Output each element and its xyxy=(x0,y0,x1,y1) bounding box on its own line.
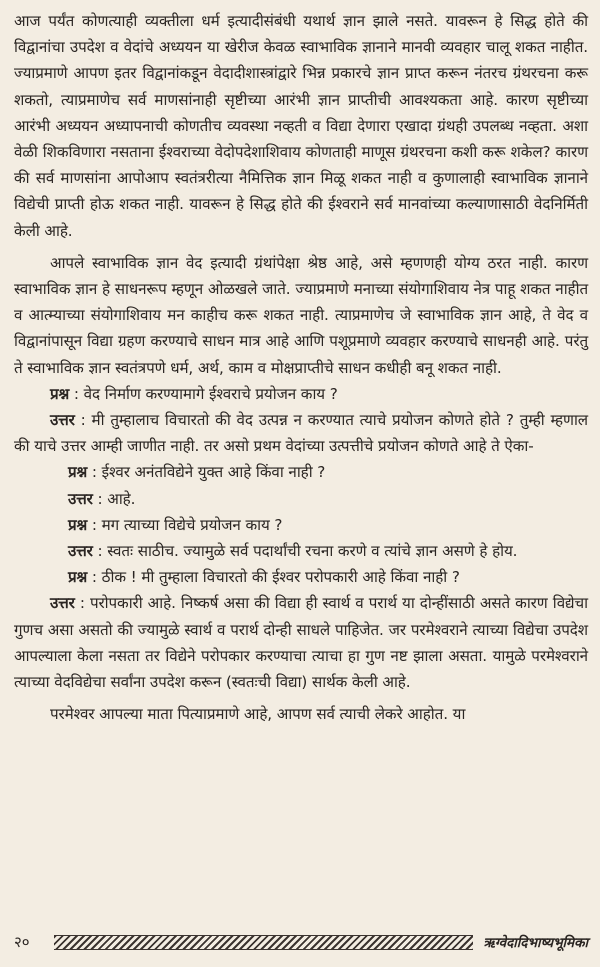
paragraph-1: आज पर्यंत कोणत्याही व्यक्तीला धर्म इत्यादीसंबंधी यथार्थ ज्ञान झाले नसते. यावरून हे सिद्ध होते की विद्वानांचा उपदेश व वेदांचे अध्ययन या खेरीज केवळ स्वाभाविक ज्ञानाने मानवी व्यवहार चालू शकत नाहीत. ज्याप्रमाणे आपण इतर विद्वानांकडून वेदादीशास्त्रांद्वारे भिन्न प्रकारचे ज्ञान प्राप्त करून नंतरच ग्रंथरचना करू शकतो, त्याप्रमाणेच सर्व माणसांनाही सृष्टीच्या आरंभी ज्ञान प्राप्तीची आवश्यकता आहे. कारण सृष्टीच्या आरंभी अध्ययन अध्यापनाची कोणतीच व्यवस्था नव्हती व विद्या देणारा एखादा ग्रंथही उपलब्ध नव्हता. अशा वेळी शिकविणारा नसताना ईश्वराच्या वेदोपदेशाशिवाय कोणताही माणूस ग्रंथरचना कशी करू शकेल? कारण की सर्व माणसांना आपोआप स्वतंत्ररीत्या नैमित्तिक ज्ञान मिळू शकत नाही व कुणालाही स्वाभाविक ज्ञानाने विद्येची प्राप्ती होऊ शकत नाही. यावरून हे सिद्ध होते की ईश्वराने सर्व मानवांच्या कल्याणासाठी वेदनिर्मिती केली आहे. xyxy=(14,12,588,240)
answer-label: उत्तर xyxy=(68,542,93,561)
footer-rule xyxy=(54,935,473,950)
page-footer xyxy=(14,928,588,956)
page-number: २० xyxy=(14,933,30,951)
question-text: : ठीक ! मी तुम्हाला विचारतो की ईश्वर परोपकारी आहे किंवा नाही ? xyxy=(87,568,460,587)
paragraph-last: परमेश्वर आपल्या माता पित्याप्रमाणे आहे, आपण सर्व त्याची लेकरे आहोत. या xyxy=(50,705,466,724)
question-text: : ईश्वर अनंतविद्येने युक्त आहे किंवा नाही ? xyxy=(87,463,326,482)
question-2 xyxy=(14,459,588,485)
question-text: : वेद निर्माण करण्यामागे ईश्वराचे प्रयोजन काय ? xyxy=(69,384,338,403)
answer-1 xyxy=(14,407,588,459)
question-label: प्रश्न xyxy=(68,568,88,587)
question-label: प्रश्न xyxy=(68,515,88,534)
question-label: प्रश्न xyxy=(50,384,70,403)
question-1 xyxy=(14,381,588,407)
answer-text: : आहे. xyxy=(92,489,136,508)
answer-text: : स्वतः साठीच. ज्यामुळे सर्व पदार्थांची रचना करणे व त्यांचे ज्ञान असणे हे होय. xyxy=(92,542,518,561)
answer-text: : मी तुम्हालाच विचारतो की वेद उत्पन्न न करण्यात त्याचे प्रयोजन कोणते होते ? तुम्ही म्हणाल की याचे उत्तर आम्ही जाणीत नाही. तर असो प्रथम वेदांच्या उत्पत्तीचे प्रयोजन कोणते आहे ते ऐका- xyxy=(14,411,588,456)
body-text xyxy=(14,8,588,727)
paragraph-2: आपले स्वाभाविक ज्ञान वेद इत्यादी ग्रंथांपेक्षा श्रेष्ठ आहे, असे म्हणणही योग्य ठरत नाही. कारण स्वाभाविक ज्ञान हे साधनरूप म्हणून ओळखले जाते. ज्याप्रमाणे मनाच्या संयोगाशिवाय नेत्र पाहू शकत नाहीत व आत्म्याच्या संयोगाशिवाय मन काहीच करू शकत नाही. त्याप्रमाणेच जे स्वाभाविक ज्ञान आहे, ते वेद व विद्वानांपासून विद्या ग्रहण करण्याचे साधन मात्र आहे आणि पशूप्रमाणे व्यवहार करण्याचे साधनही आहे. परंतु ते स्वाभाविक ज्ञान स्वतंत्रपणे धर्म, अर्थ, काम व मोक्षप्राप्तीचे साधन कधीही बनू शकत नाही. xyxy=(14,253,588,377)
question-4 xyxy=(14,564,588,590)
answer-2 xyxy=(14,486,588,512)
answer-text: : परोपकारी आहे. निष्कर्ष असा की विद्या ही स्वार्थ व परार्थ या दोन्हींसाठी असते कारण विद्येचा गुणच असा असतो की ज्यामुळे स्वार्थ व परार्थ दोन्ही साधले पाहिजेत. जर परमेश्वराने त्याच्या विद्येचा उपदेश आपल्याला केला नसता तर विद्येने परोपकार करण्याचा त्याचा हा गुण नष्ट झाला असता. यामुळे परमेश्वराने त्याच्या वेदविद्येचा सर्वांना उपदेश करून (स्वतःची विद्या) सार्थक केली आहे. xyxy=(14,594,588,692)
question-label: प्रश्न xyxy=(68,463,88,482)
answer-3 xyxy=(14,538,588,564)
answer-4 xyxy=(14,590,588,695)
answer-label: उत्तर xyxy=(50,411,75,430)
question-3 xyxy=(14,512,588,538)
book-title: ऋग्वेदादिभाष्यभूमिका xyxy=(483,935,588,951)
answer-label: उत्तर xyxy=(68,489,93,508)
question-text: : मग त्याच्या विद्येचे प्रयोजन काय ? xyxy=(87,515,283,534)
answer-label: उत्तर xyxy=(50,594,75,613)
